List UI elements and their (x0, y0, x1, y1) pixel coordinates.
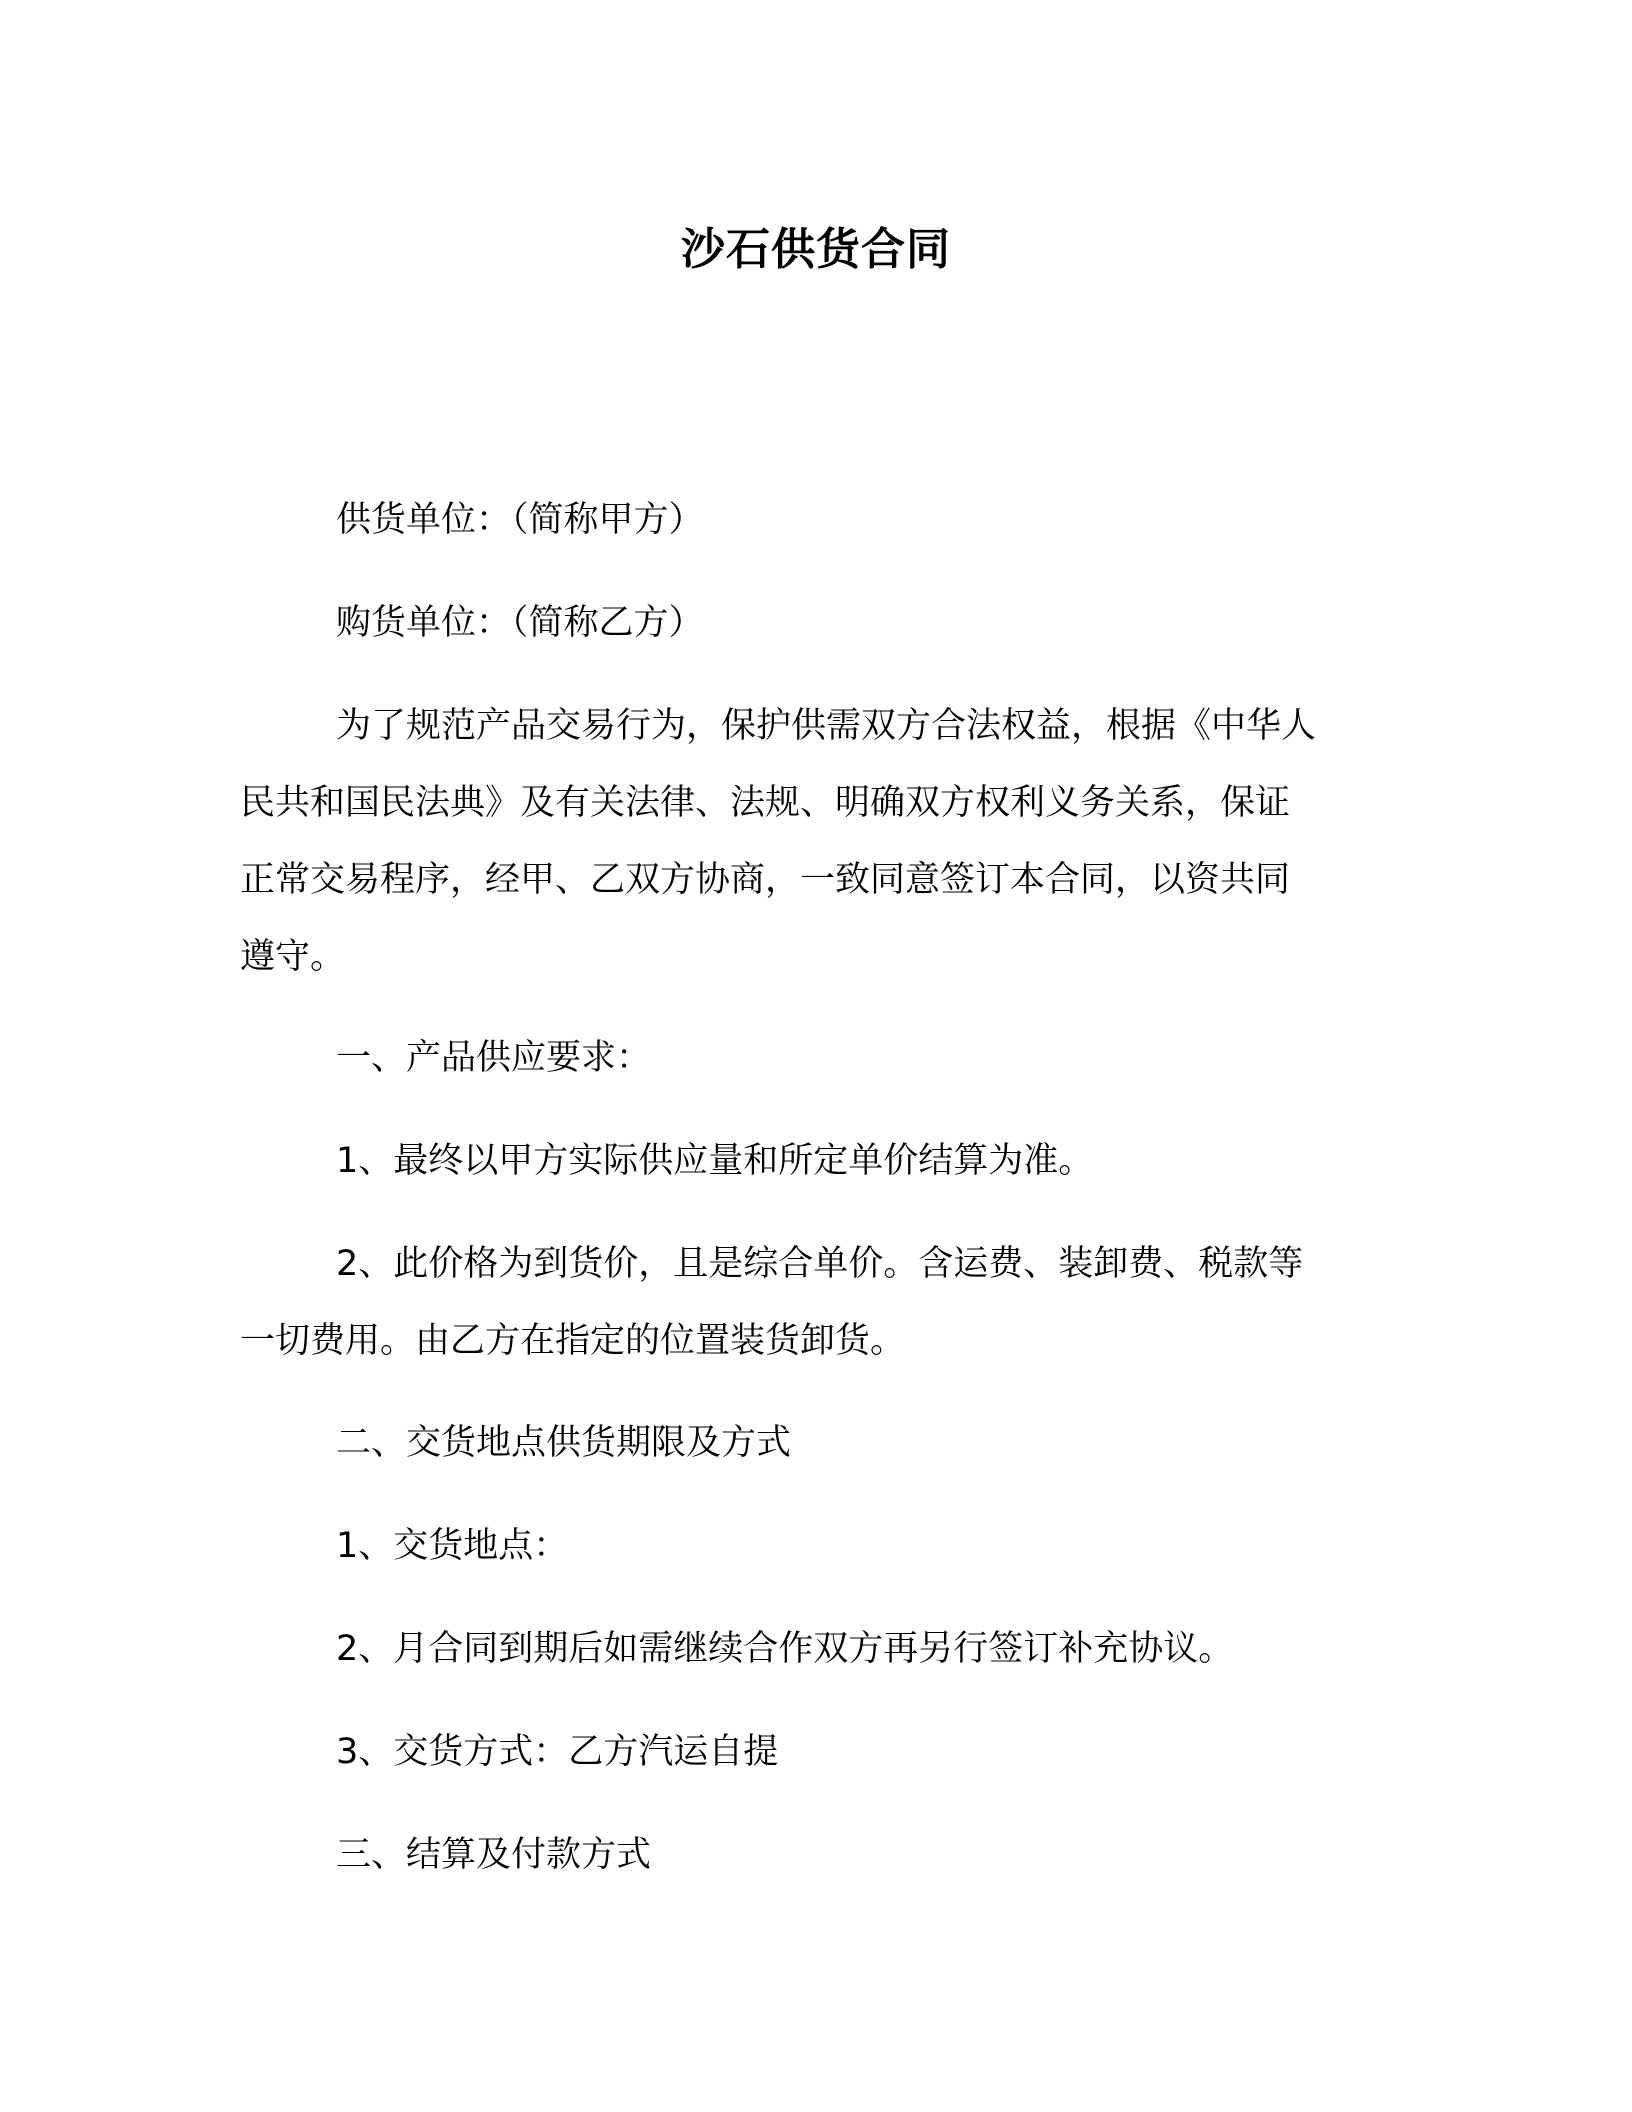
section3-title: 三、结算及付款方式 (336, 1835, 652, 1875)
section1-title: 一、产品供应要求： (336, 1038, 652, 1078)
section2-item1: 1、交货地点： (336, 1526, 569, 1566)
intro-line: 遵守。 (240, 937, 346, 977)
intro-paragraph (240, 688, 1390, 996)
supplier-line: 供货单位：（简称甲方） (336, 500, 704, 540)
section1-item1: 1、最终以甲方实际供应量和所定单价结算为准。 (336, 1141, 1094, 1181)
section2-item3: 3、交货方式：乙方汽运自提 (336, 1732, 779, 1772)
section2-item2: 2、月合同到期后如需继续合作双方再另行签订补充协议。 (336, 1629, 1234, 1669)
intro-line: 正常交易程序，经甲、乙双方协商，一致同意签订本合同，以资共同 (240, 860, 1291, 900)
section1-item2-line: 一切费用。由乙方在指定的位置装货卸货。 (240, 1321, 906, 1361)
section1-item2 (240, 1226, 1390, 1380)
buyer-line: 购货单位：（简称乙方） (336, 603, 704, 643)
document-title: 沙石供货合同 (681, 224, 951, 275)
intro-line: 为了规范产品交易行为，保护供需双方合法权益，根据《中华人 (336, 706, 1317, 746)
intro-line: 民共和国民法典》及有关法律、法规、明确双方权利义务关系，保证 (240, 783, 1291, 823)
section2-title: 二、交货地点供货期限及方式 (336, 1423, 792, 1463)
section1-item2-line: 2、此价格为到货价，且是综合单价。含运费、装卸费、税款等 (336, 1244, 1304, 1284)
